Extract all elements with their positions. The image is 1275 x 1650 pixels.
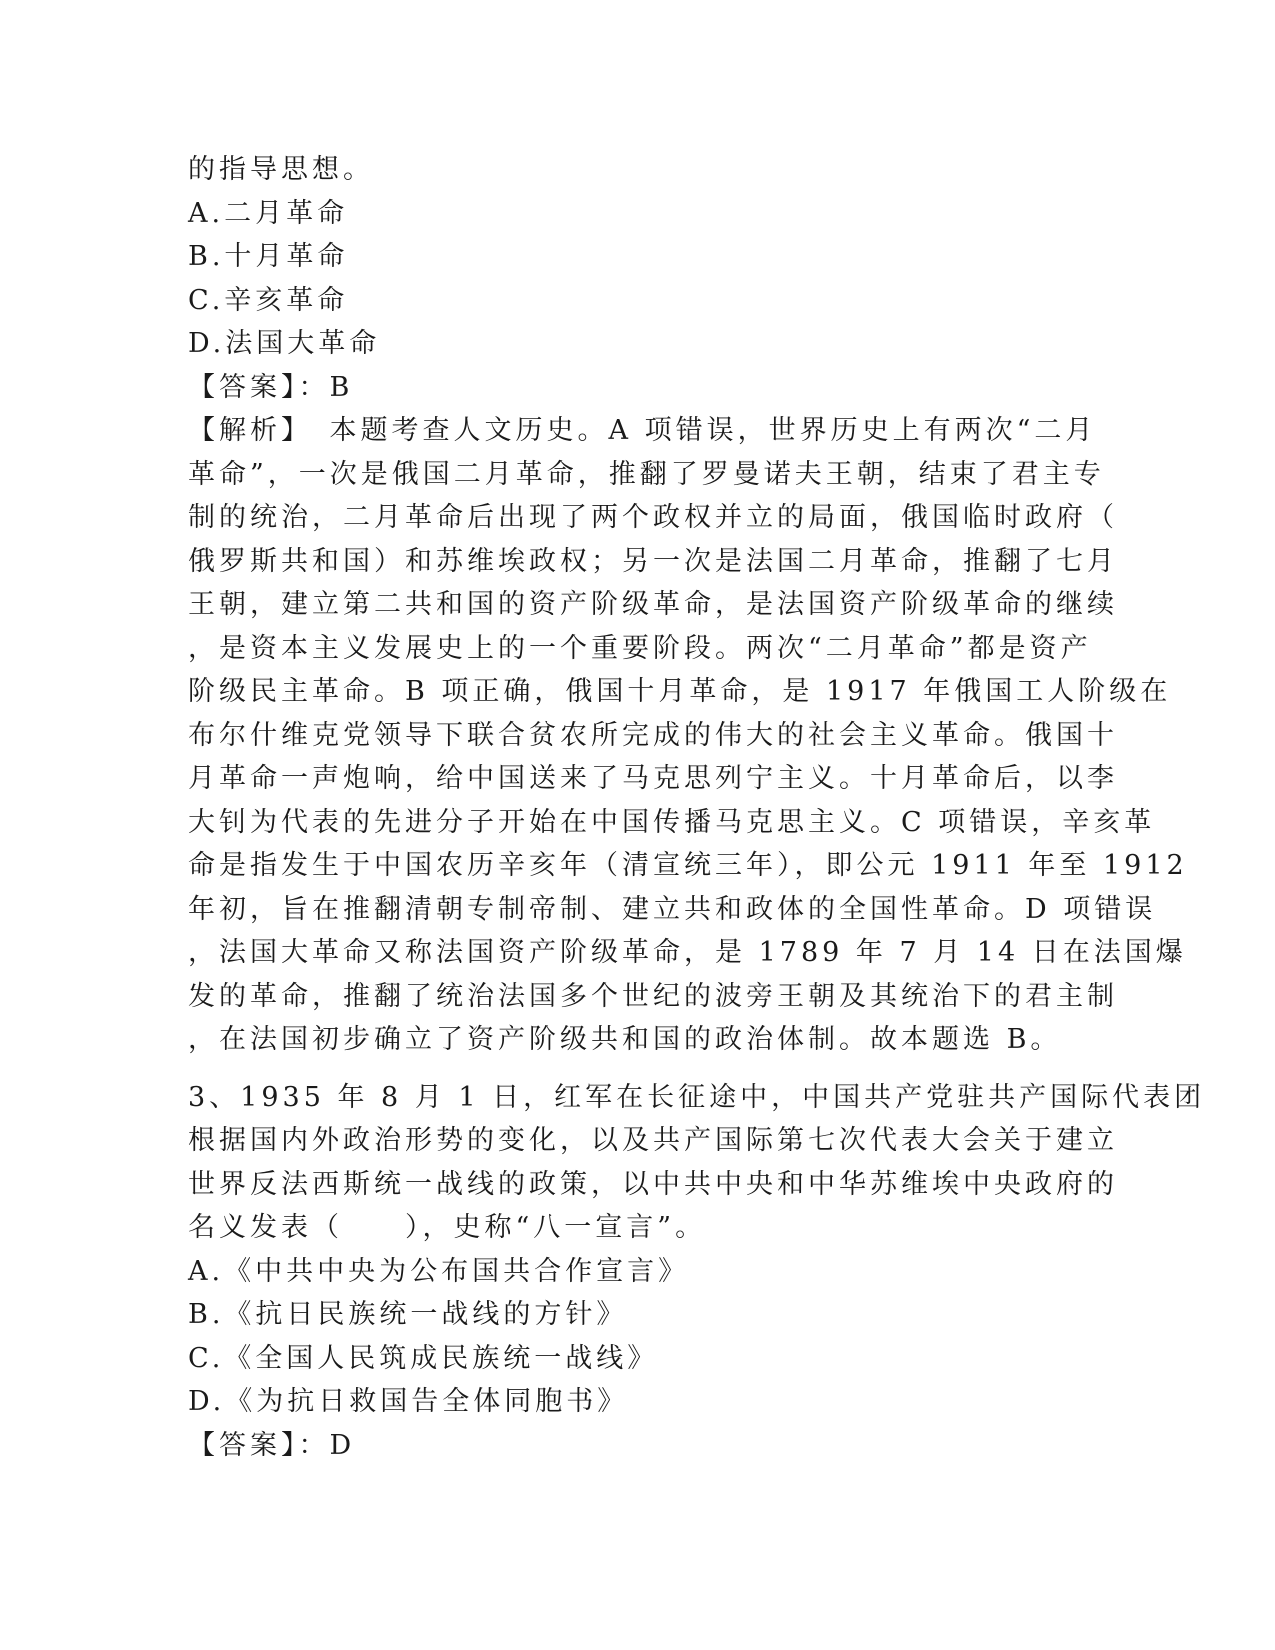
question-spacer	[188, 1062, 1068, 1076]
q3-stem-line: 根据国内外政治形势的变化，以及共产国际第七次代表大会关于建立	[188, 1125, 1118, 1156]
q2-analysis-line: 阶级民主革命。B 项正确，俄国十月革命，是 1917 年俄国工人阶级在	[188, 676, 1172, 707]
q2-analysis-line: 革命”，一次是俄国二月革命，推翻了罗曼诺夫王朝，结束了君主专	[188, 458, 1105, 490]
document-content	[188, 148, 1206, 1467]
q2-option-d: D.法国大革命	[188, 328, 381, 359]
q2-analysis-line: 俄罗斯共和国）和苏维埃政权；另一次是法国二月革命，推翻了七月	[188, 545, 1118, 577]
q3-option-b: B.《抗日民族统一战线的方针》	[188, 1299, 628, 1330]
q2-analysis	[188, 409, 1188, 1062]
q2-answer: 【答案】：B	[188, 371, 354, 403]
q3-stem-line: 3、1935 年 8 月 1 日，红军在长征途中，中国共产党驻共产国际代表团	[188, 1081, 1206, 1113]
q3-stem-line: 世界反法西斯统一战线的政策，以中共中央和中华苏维埃中央政府的	[188, 1168, 1118, 1200]
q2-analysis-line: 年初，旨在推翻清朝专制帝制、建立共和政体的全国性革命。D 项错误	[188, 893, 1157, 925]
q3-stem	[188, 1076, 1206, 1250]
q2-stem-tail: 的指导思想。	[188, 154, 374, 185]
q3-stem-line: 名义发表（ ），史称“八一宣言”。	[188, 1212, 707, 1243]
q2-analysis-line: ，法国大革命又称法国资产阶级革命，是 1789 年 7 月 14 日在法国爆	[188, 937, 1187, 968]
q2-analysis-line: ，在法国初步确立了资产阶级共和国的政治体制。故本题选 B。	[188, 1024, 1062, 1055]
q2-analysis-line: 大钊为代表的先进分子开始在中国传播马克思主义。C 项错误，辛亥革	[188, 806, 1156, 838]
q2-analysis-line: 发的革命，推翻了统治法国多个世纪的波旁王朝及其统治下的君主制	[188, 980, 1118, 1012]
q2-analysis-line: 月革命一声炮响，给中国送来了马克思列宁主义。十月革命后，以李	[188, 763, 1118, 794]
q3-answer: 【答案】：D	[188, 1429, 356, 1461]
q2-option-a: A.二月革命	[188, 197, 349, 229]
q2-analysis-line: 王朝，建立第二共和国的资产阶级革命，是法国资产阶级革命的继续	[188, 589, 1118, 620]
q2-option-c: C.辛亥革命	[188, 284, 349, 316]
q3-option-c: C.《全国人民筑成民族统一战线》	[188, 1342, 659, 1374]
q3-option-a: A.《中共中央为公布国共合作宣言》	[188, 1255, 690, 1287]
q3-option-d: D.《为抗日救国告全体同胞书》	[188, 1386, 629, 1417]
q2-analysis-line: 【解析】 本题考查人文历史。A 项错误，世界历史上有两次“二月	[188, 415, 1097, 446]
q2-analysis-line: 命是指发生于中国农历辛亥年（清宣统三年），即公元 1911 年至 1912	[188, 850, 1188, 881]
q2-option-b: B.十月革命	[188, 241, 349, 272]
q2-analysis-line: ，是资本主义发展史上的一个重要阶段。两次“二月革命”都是资产	[188, 632, 1092, 664]
q2-analysis-line: 制的统治，二月革命后出现了两个政权并立的局面，俄国临时政府（	[188, 502, 1118, 533]
q2-analysis-line: 布尔什维克党领导下联合贫农所完成的伟大的社会主义革命。俄国十	[188, 719, 1118, 751]
